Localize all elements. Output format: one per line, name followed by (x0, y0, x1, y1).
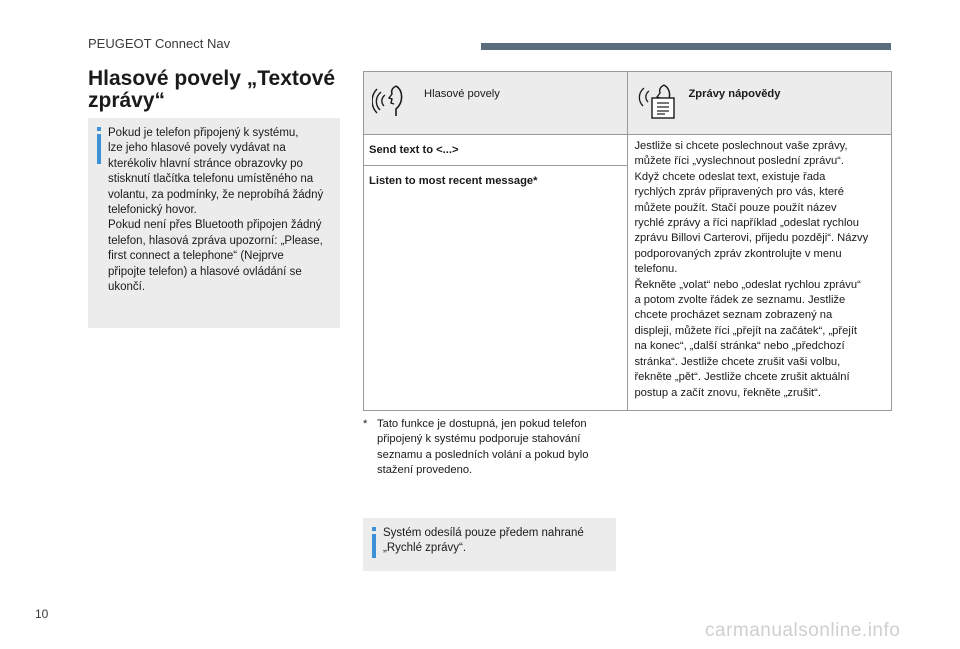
running-header: PEUGEOT Connect Nav (88, 36, 231, 51)
command-send-text: Send text to <...> (369, 144, 459, 156)
info-text: Systém odesílá pouze předem nahrané „Rychlé zprávy“. (383, 527, 584, 555)
section-title: Hlasové povely „Textové zprávy“ (88, 67, 336, 112)
watermark: carmanualsonline.info (705, 620, 901, 641)
voice-command-icon (372, 82, 406, 118)
footnote (363, 417, 618, 479)
table-header-commands-label: Hlasové povely (424, 88, 500, 100)
table-header-help-label: Zprávy nápovědy (688, 88, 781, 100)
info-box-phone-connection (88, 118, 340, 328)
table-header-help (628, 72, 892, 135)
footnote-text: Tato funkce je dostupná, jen pokud telefon připojený k systému podporuje stahování seznamu a posledních volání a pokud bylo stažení provedeno. (377, 418, 589, 477)
info-box-quick-messages (363, 518, 616, 571)
info-icon-dot (97, 127, 101, 131)
info-text: Pokud je telefon připojený k systému, lze jeho hlasové povely vydávat na kterékoliv hlavní stránce obrazovky po stisknutí tlačítka telefonu umístěného na volantu, za podmínky, že neprobíhá žádný telefonický hovor. Pokud není přes Bluetooth připojen žádný telefon, hlasová zpráva upozorní: „Please, first connect a telephone“ (Nejprve připojte telefon) a hlasové ovládání se ukončí. (108, 127, 324, 294)
footnote-marker: * (363, 418, 368, 430)
help-text: Jestliže si chcete poslechnout vaše zprávy, můžete říci „vyslechnout poslední zprávu“. Když chcete odeslat text, existuje řada rychlých zpráv připravených pro vás, které můžete použít. Stačí pouze použít název rychlé zprávy a říci například „odeslat rychlou zprávu Billovi Carterovi, přijedu později“. Názvy podporovaných zpráv zkontrolujte v menu telefonu. Řekněte „volat“ nebo „odeslat rychlou zprávu“ a potom zvolte řádek ze seznamu. Jestliže chcete procházet seznam zobrazený na displeji, můžete říci „přejít na začátek“, „přejít na konec“, „další stránka“ nebo „předchozí stránka“. Jestliže chcete zrušit vaši volbu, řekněte „pět“. Jestliže chcete zrušit aktuální postup a začít znovu, řekněte „zrušit“. (634, 140, 869, 399)
info-icon-dot (372, 527, 376, 531)
table-row (364, 166, 628, 411)
header-bar (481, 43, 891, 50)
info-icon (97, 134, 101, 164)
voice-commands-table (363, 71, 892, 411)
table-header-commands (364, 72, 628, 135)
help-message-icon (636, 82, 676, 120)
command-listen-recent: Listen to most recent message* (369, 175, 538, 187)
table-row (364, 135, 628, 166)
info-icon (372, 534, 376, 558)
help-text-cell (628, 135, 892, 411)
page-number: 10 (35, 607, 49, 621)
